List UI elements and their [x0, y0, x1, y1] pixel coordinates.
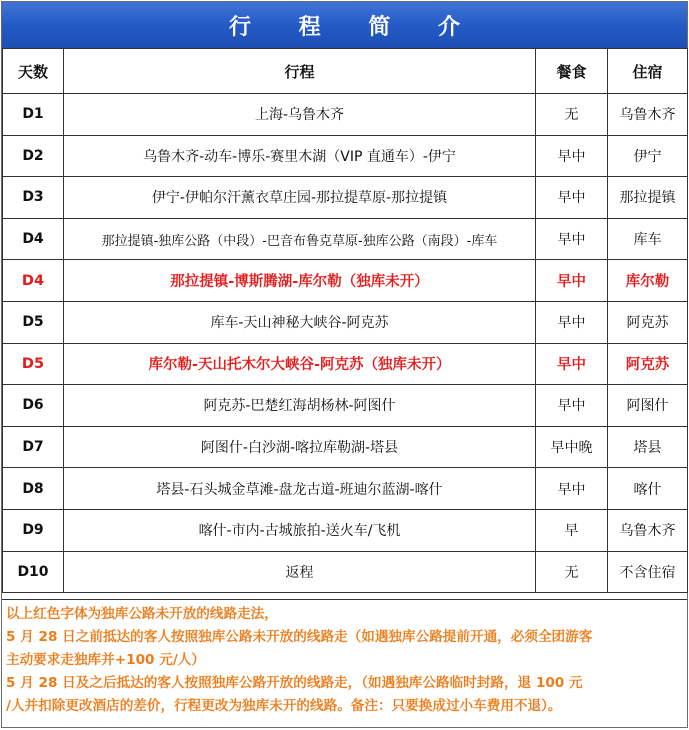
route-cell: 返程	[64, 551, 536, 593]
hotel-cell: 库尔勒	[608, 260, 688, 302]
note-line: 主动要求走独库并+100 元/人）	[6, 652, 205, 668]
hotel-cell: 阿克苏	[608, 301, 688, 343]
meals-cell: 早中	[536, 301, 608, 343]
day-cell: D1	[3, 94, 64, 136]
day-cell: D2	[3, 135, 64, 177]
page-title: 行 程 简 介	[2, 2, 687, 48]
table-row	[3, 301, 688, 343]
meals-cell: 早中	[536, 218, 608, 260]
header-hotel: 住宿	[608, 49, 688, 94]
hotel-cell: 乌鲁木齐	[608, 509, 688, 551]
route-cell: 阿克苏-巴楚红海胡杨林-阿图什	[64, 385, 536, 427]
meals-cell: 早中	[536, 468, 608, 510]
note-line: 以上红色字体为独库公路未开放的线路走法，	[6, 606, 278, 622]
table-row	[3, 551, 688, 593]
meals-cell: 早中	[536, 260, 608, 302]
note-line: 5 月 28 日及之后抵达的客人按照独库公路开放的线路走，（如遇独库公路临时封路，退 100 元	[6, 675, 583, 691]
table-row	[3, 135, 688, 177]
meals-cell: 早中	[536, 385, 608, 427]
table-row	[3, 218, 688, 260]
day-cell: D3	[3, 177, 64, 219]
hotel-cell: 喀什	[608, 468, 688, 510]
table-row	[3, 509, 688, 551]
day-cell: D4	[3, 260, 64, 302]
route-cell: 阿图什-白沙湖-喀拉库勒湖-塔县	[64, 426, 536, 468]
route-cell: 伊宁-伊帕尔汗薰衣草庄园-那拉提草原-那拉提镇	[64, 177, 536, 219]
route-cell: 那拉提镇-独库公路（中段）-巴音布鲁克草原-独库公路（南段）-库车	[64, 218, 536, 260]
note-line: 5 月 28 日之前抵达的客人按照独库公路未开放的线路走（如遇独库公路提前开通，必须全团游客	[6, 629, 593, 645]
hotel-cell: 阿克苏	[608, 343, 688, 385]
day-cell: D8	[3, 468, 64, 510]
meals-cell: 早中	[536, 177, 608, 219]
hotel-cell: 乌鲁木齐	[608, 94, 688, 136]
table-row-highlight	[3, 343, 688, 385]
meals-cell: 早中	[536, 135, 608, 177]
day-cell: D10	[3, 551, 64, 593]
table-row	[3, 385, 688, 427]
table-row	[3, 94, 688, 136]
route-notes	[2, 599, 687, 727]
day-cell: D7	[3, 426, 64, 468]
header-meals: 餐食	[536, 49, 608, 94]
route-cell: 塔县-石头城金草滩-盘龙古道-班迪尔蓝湖-喀什	[64, 468, 536, 510]
table-row	[3, 426, 688, 468]
hotel-cell: 那拉提镇	[608, 177, 688, 219]
table-row	[3, 468, 688, 510]
hotel-cell: 塔县	[608, 426, 688, 468]
hotel-cell: 库车	[608, 218, 688, 260]
route-cell: 库尔勒-天山托木尔大峡谷-阿克苏（独库未开）	[64, 343, 536, 385]
table-row	[3, 177, 688, 219]
hotel-cell: 伊宁	[608, 135, 688, 177]
header-day: 天数	[3, 49, 64, 94]
route-cell: 上海-乌鲁木齐	[64, 94, 536, 136]
hotel-cell: 不含住宿	[608, 551, 688, 593]
meals-cell: 无	[536, 94, 608, 136]
day-cell: D5	[3, 343, 64, 385]
itinerary-card	[1, 1, 688, 728]
route-cell: 库车-天山神秘大峡谷-阿克苏	[64, 301, 536, 343]
header-route: 行程	[64, 49, 536, 94]
table-row-highlight	[3, 260, 688, 302]
meals-cell: 早中	[536, 343, 608, 385]
meals-cell: 早中晚	[536, 426, 608, 468]
hotel-cell: 阿图什	[608, 385, 688, 427]
note-line: /人并扣除更改酒店的差价，行程更改为独库未开的线路。备注：只要换成过小车费用不退）。	[6, 698, 562, 714]
day-cell: D6	[3, 385, 64, 427]
route-cell: 喀什-市内-古城旅拍-送火车/飞机	[64, 509, 536, 551]
route-cell: 乌鲁木齐-动车-博乐-赛里木湖（VIP 直通车）-伊宁	[64, 135, 536, 177]
day-cell: D4	[3, 218, 64, 260]
itinerary-table	[2, 48, 688, 593]
meals-cell: 早	[536, 509, 608, 551]
day-cell: D5	[3, 301, 64, 343]
meals-cell: 无	[536, 551, 608, 593]
route-cell: 那拉提镇-博斯腾湖-库尔勒（独库未开）	[64, 260, 536, 302]
day-cell: D9	[3, 509, 64, 551]
table-header-row	[3, 49, 688, 94]
